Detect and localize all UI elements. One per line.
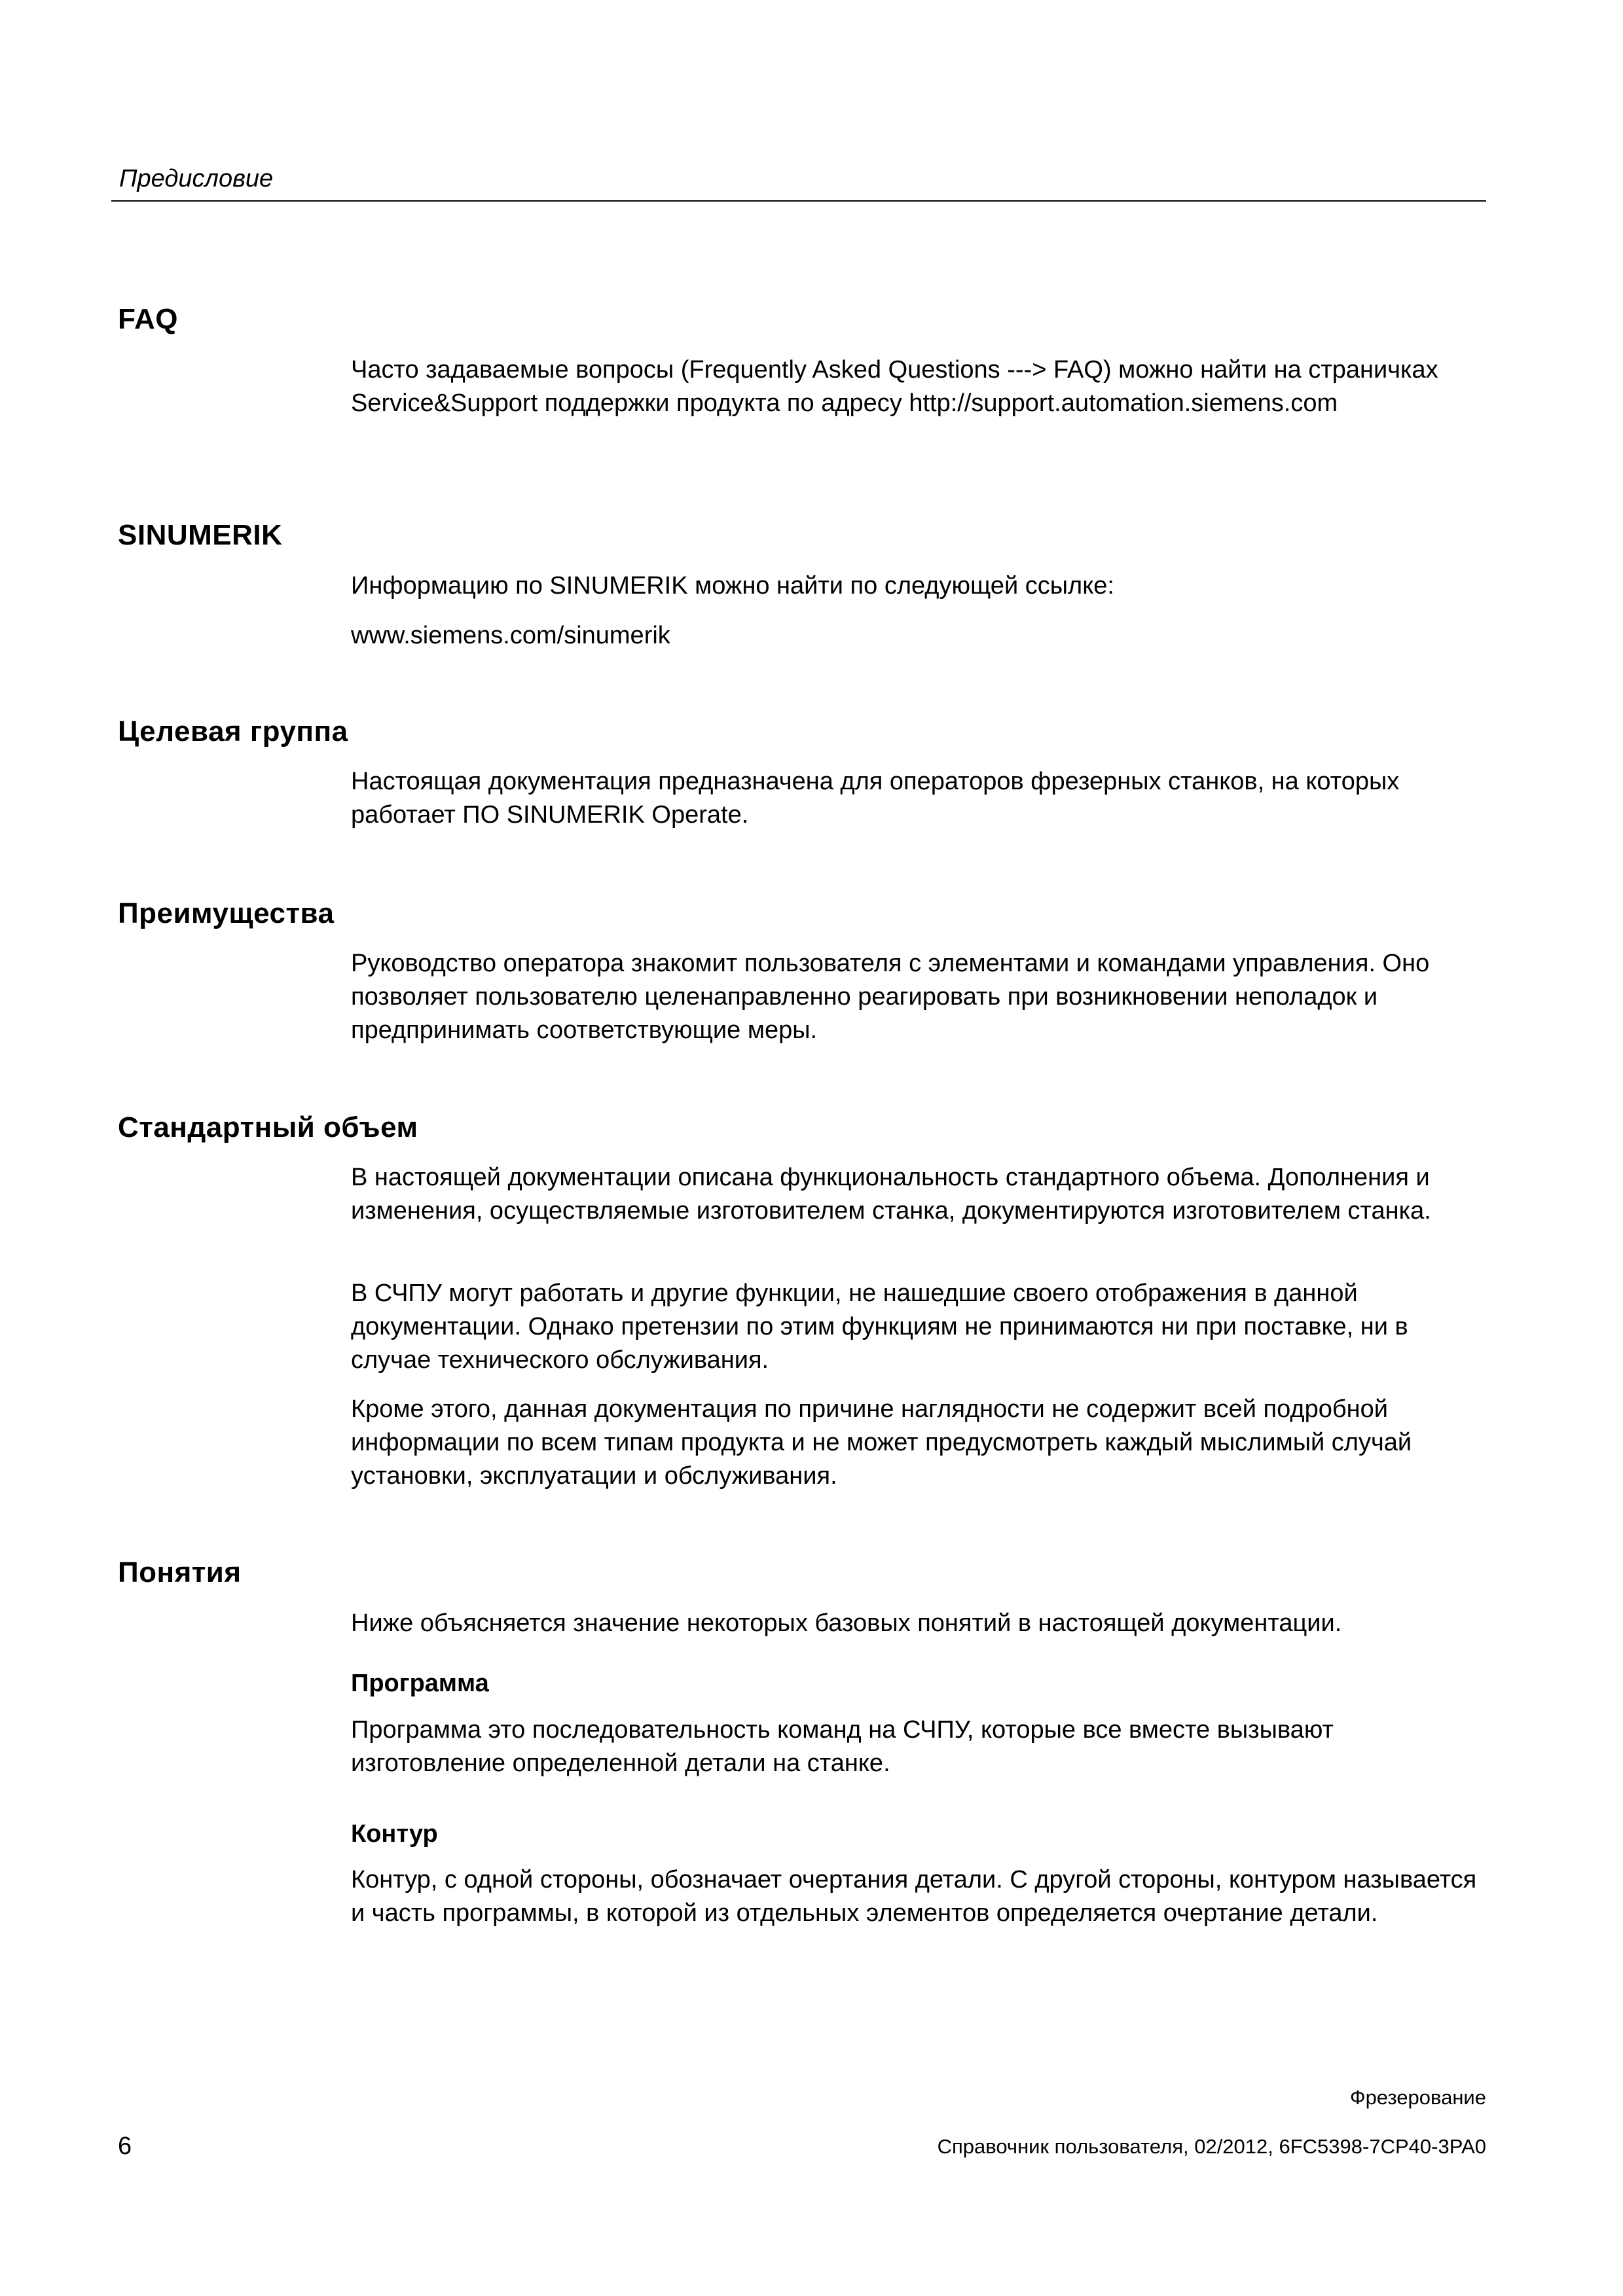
contour-heading: Контур [351,1820,438,1848]
standard-scope-heading: Стандартный объем [118,1111,418,1143]
standard-scope-body-2: В СЧПУ могут работать и другие функции, не нашедшие своего отображения в данной документации. Однако претензии по этим функциям не принимаются ни при поставке, ни в случае технического обслуживания. [351,1280,1408,1374]
faq-body: Часто задаваемые вопросы (Frequently Asked Questions ---> FAQ) можно найти на страничках Service&Support поддержки продукта по адресу http://support.automation.siemens.com [351,356,1438,417]
program-heading: Программа [351,1670,489,1697]
standard-scope-body-1: В настоящей документации описана функциональность стандартного объема. Дополнения и изменения, осуществляемые изготовителем станка, документируются изготовителем станка. [351,1164,1431,1225]
program-body: Программа это последовательность команд на СЧПУ, которые все вместе вызывают изготовление определенной детали на станке. [351,1716,1334,1777]
standard-scope-body-3: Кроме этого, данная документация по причине наглядности не содержит всей подробной информации по всем типам продукта и не может предусмотреть каждый мыслимый случай установки, эксплуатации и обслуживания. [351,1395,1412,1490]
header-title: Предисловие [119,165,274,192]
footer-document-info: Справочник пользователя, 02/2012, 6FC5398-7CP40-3PA0 [937,2135,1486,2158]
benefits-heading: Преимущества [118,897,335,929]
concepts-intro: Ниже объясняется значение некоторых базовых понятий в настоящей документации. [351,1609,1342,1637]
sinumerik-body: Информацию по SINUMERIK можно найти по следующей ссылке: [351,572,1114,600]
header-divider [111,200,1486,202]
faq-heading: FAQ [118,303,178,335]
target-group-body: Настоящая документация предназначена для операторов фрезерных станков, на которых работает ПО SINUMERIK Operate. [351,768,1400,829]
page-number: 6 [118,2132,132,2160]
target-group-heading: Целевая группа [118,715,348,747]
sinumerik-heading: SINUMERIK [118,519,283,551]
contour-body: Контур, с одной стороны, обозначает очертания детали. С другой стороны, контуром называется и часть программы, в которой из отдельных элементов определяется очертание детали. [351,1866,1477,1927]
sinumerik-link[interactable]: www.siemens.com/sinumerik [351,622,670,649]
benefits-body: Руководство оператора знакомит пользователя с элементами и командами управления. Оно позволяет пользователю целенаправленно реагировать при возникновении неполадок и предпринимать соответствующие меры. [351,950,1430,1044]
footer-product: Фрезерование [1350,2086,1486,2109]
concepts-heading: Понятия [118,1556,242,1588]
